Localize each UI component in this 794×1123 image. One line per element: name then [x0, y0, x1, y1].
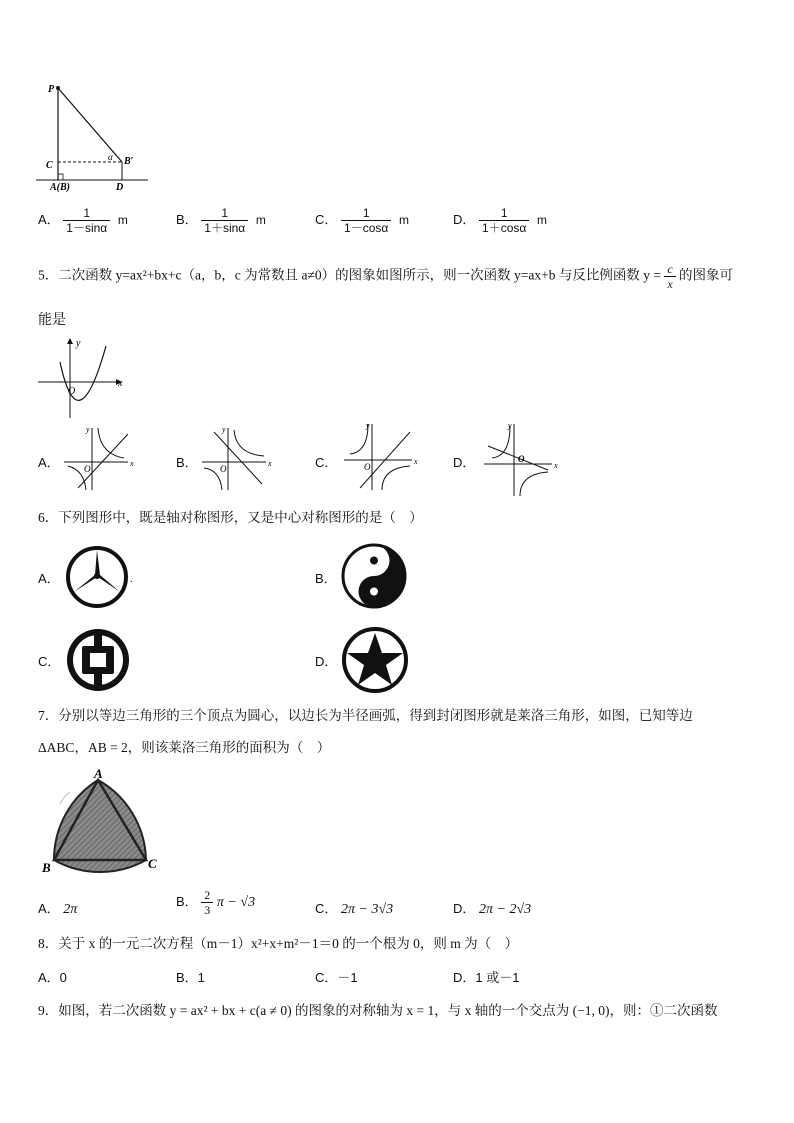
label-a: A(B): [50, 182, 70, 193]
q5-graph-c: [342, 420, 422, 494]
q7-stem-line2: ΔABC，AB = 2，则该莱洛三角形的面积为（ ）: [38, 740, 331, 755]
origin-label: O: [68, 386, 76, 397]
svg-text:x: x: [130, 459, 134, 468]
svg-text:O: O: [518, 454, 525, 464]
mercedes-emblem-icon: [64, 544, 134, 612]
q6-option-a[interactable]: A．: [38, 571, 60, 586]
yin-yang-icon: [340, 542, 408, 610]
axis-x-label: x: [118, 378, 123, 389]
q8-option-a[interactable]: A．0: [38, 970, 67, 985]
q5-parabola-graph: [38, 336, 128, 420]
svg-text:x: x: [554, 461, 558, 470]
q7-stem-line1: 7．分别以等边三角形的三个顶点为圆心，以边长为半径画弧，得到封闭图形就是莱洛三角形，如图，已知等边: [38, 708, 693, 723]
svg-text:O: O: [220, 464, 227, 474]
label-alpha: α: [108, 152, 113, 162]
q6-option-b[interactable]: B．: [315, 571, 337, 586]
q4-figure: [36, 78, 156, 198]
q6-option-c[interactable]: C．: [38, 654, 61, 669]
svg-text:x: x: [414, 457, 418, 466]
svg-text:y: y: [222, 425, 226, 434]
q8-option-b[interactable]: B．1: [176, 970, 205, 985]
svg-text:x: x: [268, 459, 272, 468]
q8-stem: 8．关于 x 的一元二次方程（m－1）x²+x+m²－1＝0 的一个根为 0，则 m 为（ ）: [38, 936, 519, 951]
q6-option-d[interactable]: D．: [315, 654, 338, 669]
svg-text:y: y: [86, 425, 90, 434]
q4-option-c[interactable]: C． $\frac{1}{1-\cos\alpha}$ m: [315, 206, 409, 235]
svg-text:y: y: [366, 421, 370, 430]
q8-option-d[interactable]: D．1 或－1: [453, 970, 520, 985]
svg-text:O: O: [364, 462, 371, 472]
q7-option-d[interactable]: D． 2π − 2√3: [453, 901, 532, 917]
svg-text:O: O: [84, 464, 91, 474]
q5-option-b[interactable]: B．: [176, 455, 198, 470]
q5-option-d[interactable]: D．: [453, 455, 476, 470]
q5-stem: 5．二次函数 y=ax²+bx+c（a，b，c 为常数且 a≠0）的图象如图所示，则一次函数 y=ax+b 与反比例函数 y = $\frac{c}{x}$ 的图象可: [38, 262, 734, 291]
q9-stem: 9．如图，若二次函数 y = ax² + bx + c(a ≠ 0) 的图象的对称轴为 x = 1，与 x 轴的一个交点为 (−1, 0)，则：①二次函数: [38, 1003, 718, 1018]
label-b: B′: [124, 156, 134, 167]
label-a: A: [94, 766, 103, 781]
q5-option-a[interactable]: A．: [38, 455, 60, 470]
label-c: C: [46, 160, 53, 171]
q4-option-b[interactable]: B． $\frac{1}{1+\sin\alpha}$ m: [176, 206, 266, 235]
axis-y-label: y: [76, 338, 81, 349]
q7-option-c[interactable]: C． 2π − 3√3: [315, 901, 394, 917]
q7-option-b[interactable]: B． $\frac{2}{3}$ π − √3: [176, 888, 256, 917]
q4-option-d[interactable]: D． $\frac{1}{1+\cos\alpha}$ m: [453, 206, 547, 235]
q5-graph-d: [482, 420, 562, 500]
q5-graph-a: [62, 424, 138, 494]
q7-option-a[interactable]: A． 2π: [38, 901, 78, 917]
q4-option-a[interactable]: A． $\frac{1}{1-\sin\alpha}$ m: [38, 206, 128, 235]
reuleaux-triangle-figure: [40, 766, 164, 878]
label-c: C: [148, 856, 157, 871]
bank-coin-emblem-icon: [64, 626, 132, 694]
q8-option-c[interactable]: C．－1: [315, 970, 358, 985]
q5-graph-b: [200, 424, 276, 494]
label-d: D: [116, 182, 124, 193]
q6-stem: 6．下列图形中，既是轴对称图形，又是中心对称图形的是（ ）: [38, 510, 423, 525]
svg-text:.: .: [130, 574, 133, 585]
label-p: P: [48, 84, 55, 95]
q5-option-c[interactable]: C．: [315, 455, 338, 470]
q5-stem-line2: 能是: [38, 313, 66, 328]
star-in-circle-icon: [340, 625, 410, 695]
label-b: B: [42, 860, 51, 875]
svg-text:y: y: [508, 421, 512, 430]
